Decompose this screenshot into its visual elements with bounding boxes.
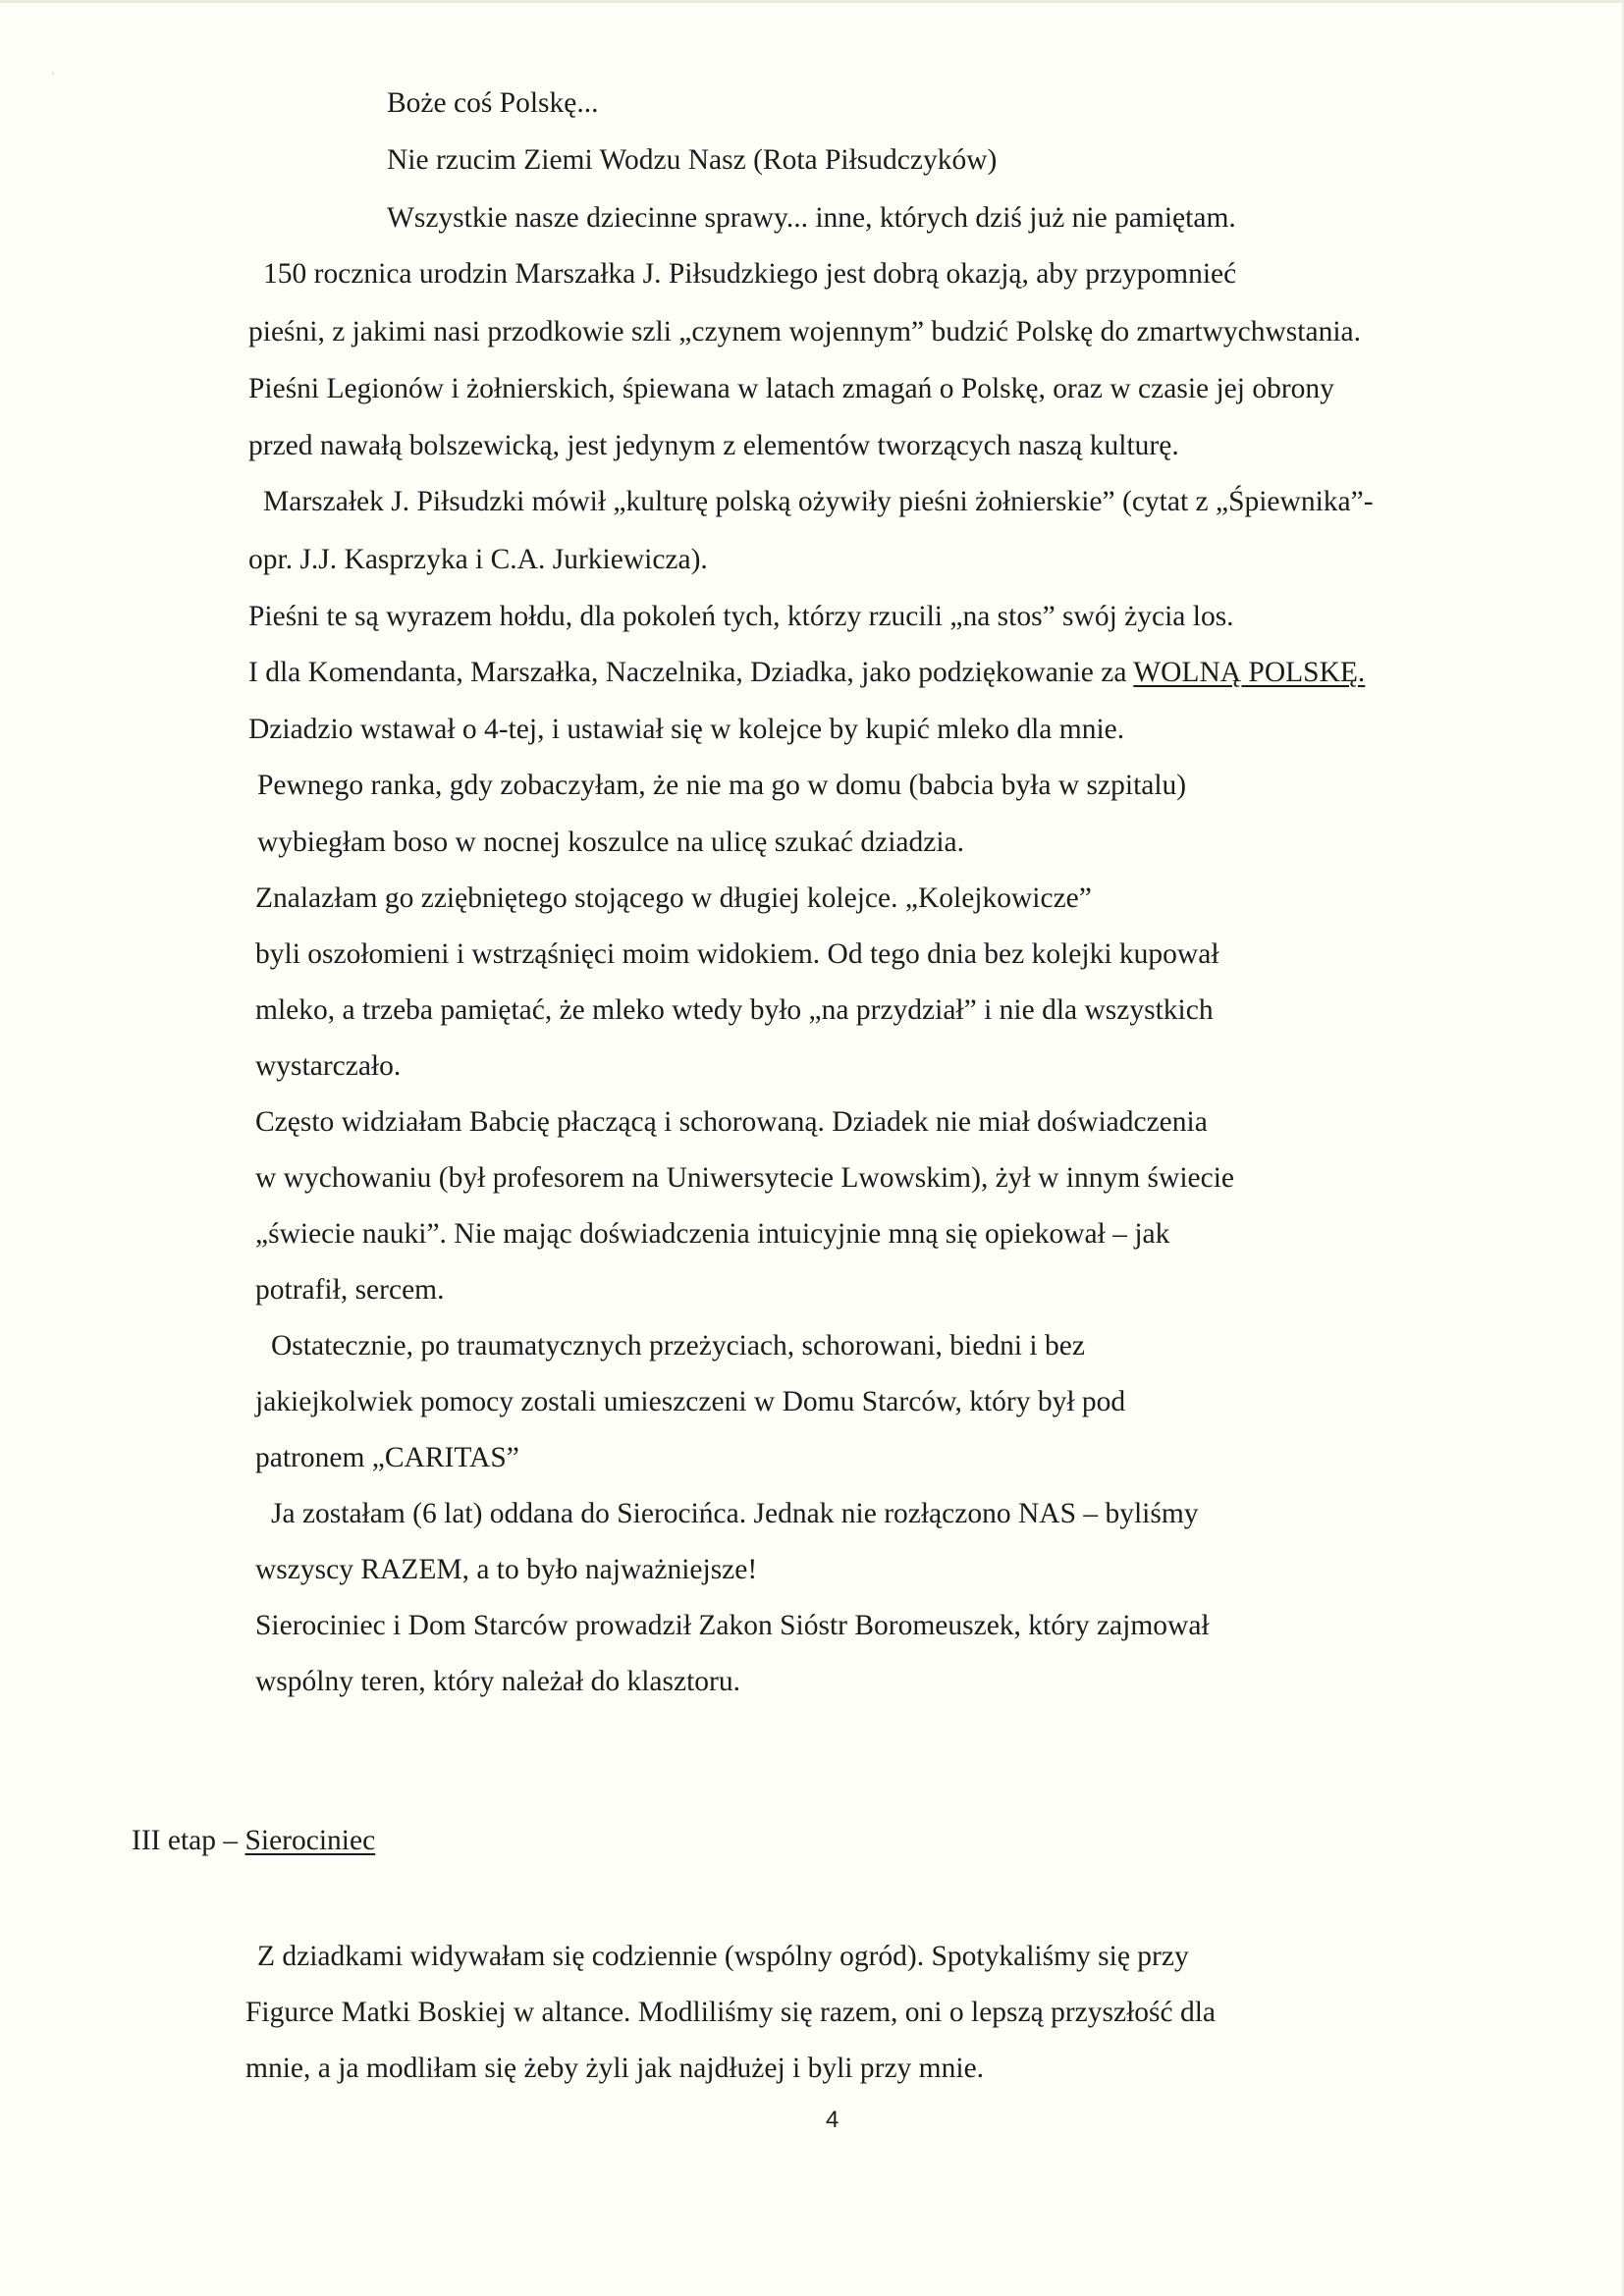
text-line: wszyscy RAZEM, a to było najważniejsze!	[255, 1554, 758, 1585]
text-line: Figurce Matki Boskiej w altance. Modliliśmy się razem, oni o lepszą przyszłość dla	[245, 1997, 1217, 2028]
text-line: potrafił, sercem.	[255, 1274, 445, 1306]
text-line: mleko, a trzeba pamiętać, że mleko wtedy było „na przydział” i nie dla wszystkich	[255, 994, 1214, 1026]
text-line: Ja zostałam (6 lat) oddana do Sierocińca. Jednak nie rozłączono NAS – byliśmy	[271, 1498, 1199, 1529]
text-line: mnie, a ja modliłam się żeby żyli jak najdłużej i byli przy mnie.	[245, 2053, 985, 2084]
text-line: patronem „CARITAS”	[255, 1442, 519, 1473]
page-number: 4	[826, 2107, 839, 2133]
text-line: Marszałek J. Piłsudzki mówił „kulturę polską ożywiły pieśni żołnierskie” (cytat z „Śpiewnika”-	[263, 486, 1374, 517]
text-line: byli oszołomieni i wstrząśnięci moim widokiem. Od tego dnia bez kolejki kupował	[255, 938, 1219, 970]
text-line: Z dziadkami widywałam się codziennie (wspólny ogród). Spotykaliśmy się przy	[257, 1941, 1189, 1972]
text-line: Pieśni Legionów i żołnierskich, śpiewana w latach zmagań o Polskę, oraz w czasie jej obrony	[248, 373, 1334, 404]
text-line: pieśni, z jakimi nasi przodkowie szli „czynem wojennym” budzić Polskę do zmartwychwstania.	[248, 316, 1361, 347]
text-line: Ostatecznie, po traumatycznych przeżyciach, schorowani, biedni i bez	[271, 1330, 1085, 1362]
text-line: Boże coś Polskę...	[387, 87, 599, 119]
text-line: Wszystkie nasze dziecinne sprawy... inne, których dziś już nie pamiętam.	[387, 202, 1236, 234]
text-line: wybiegłam boso w nocnej koszulce na ulicę szukać dziadzia.	[257, 827, 965, 858]
scan-mark: ˌ	[51, 61, 55, 75]
text-line: wspólny teren, który należał do klasztoru.	[255, 1666, 740, 1697]
text-line: Dziadzio wstawał o 4-tej, i ustawiał się w kolejce by kupić mleko dla mnie.	[248, 714, 1125, 745]
text-line: Nie rzucim Ziemi Wodzu Nasz (Rota Piłsudczyków)	[387, 144, 998, 176]
text-line: Często widziałam Babcię płaczącą i schorowaną. Dziadek nie miał doświadczenia	[255, 1106, 1208, 1138]
text-line: opr. J.J. Kasprzyka i C.A. Jurkiewicza).	[248, 544, 708, 575]
text-line: Pewnego ranka, gdy zobaczyłam, że nie ma go w domu (babcia była w szpitalu)	[257, 770, 1187, 801]
text-line: w wychowaniu (był profesorem na Uniwersytecie Lwowskim), żył w innym świecie	[255, 1162, 1235, 1194]
text-line: „świecie nauki”. Nie mając doświadczenia intuicyjnie mną się opiekował – jak	[255, 1218, 1170, 1250]
page-top-edge	[0, 0, 1624, 3]
text-line-with-emphasis	[248, 653, 1365, 692]
section-heading-prefix: III etap –	[132, 1825, 245, 1856]
text-line: jakiejkolwiek pomocy zostali umieszczeni w Domu Starców, który był pod	[255, 1386, 1126, 1417]
text-line: 150 rocznica urodzin Marszałka J. Piłsudzkiego jest dobrą okazją, aby przypomnieć	[263, 258, 1237, 290]
section-heading-title: Sierociniec	[244, 1825, 376, 1856]
text-line: Znalazłam go zziębniętego stojącego w długiej kolejce. „Kolejkowicze”	[255, 882, 1092, 914]
text-line-lead: I dla Komendanta, Marszałka, Naczelnika, Dziadka, jako podziękowanie za	[248, 657, 1134, 688]
underlined-phrase: WOLNĄ POLSKĘ.	[1133, 657, 1366, 688]
text-line: przed nawałą bolszewicką, jest jedynym z elementów tworzących naszą kulturę.	[248, 430, 1179, 461]
text-line: Sierociniec i Dom Starców prowadził Zakon Sióstr Boromeuszek, który zajmował	[255, 1610, 1210, 1641]
text-line: wystarczało.	[255, 1050, 402, 1082]
text-line: Pieśni te są wyrazem hołdu, dla pokoleń tych, którzy rzucili „na stos” swój życia los.	[248, 601, 1234, 632]
